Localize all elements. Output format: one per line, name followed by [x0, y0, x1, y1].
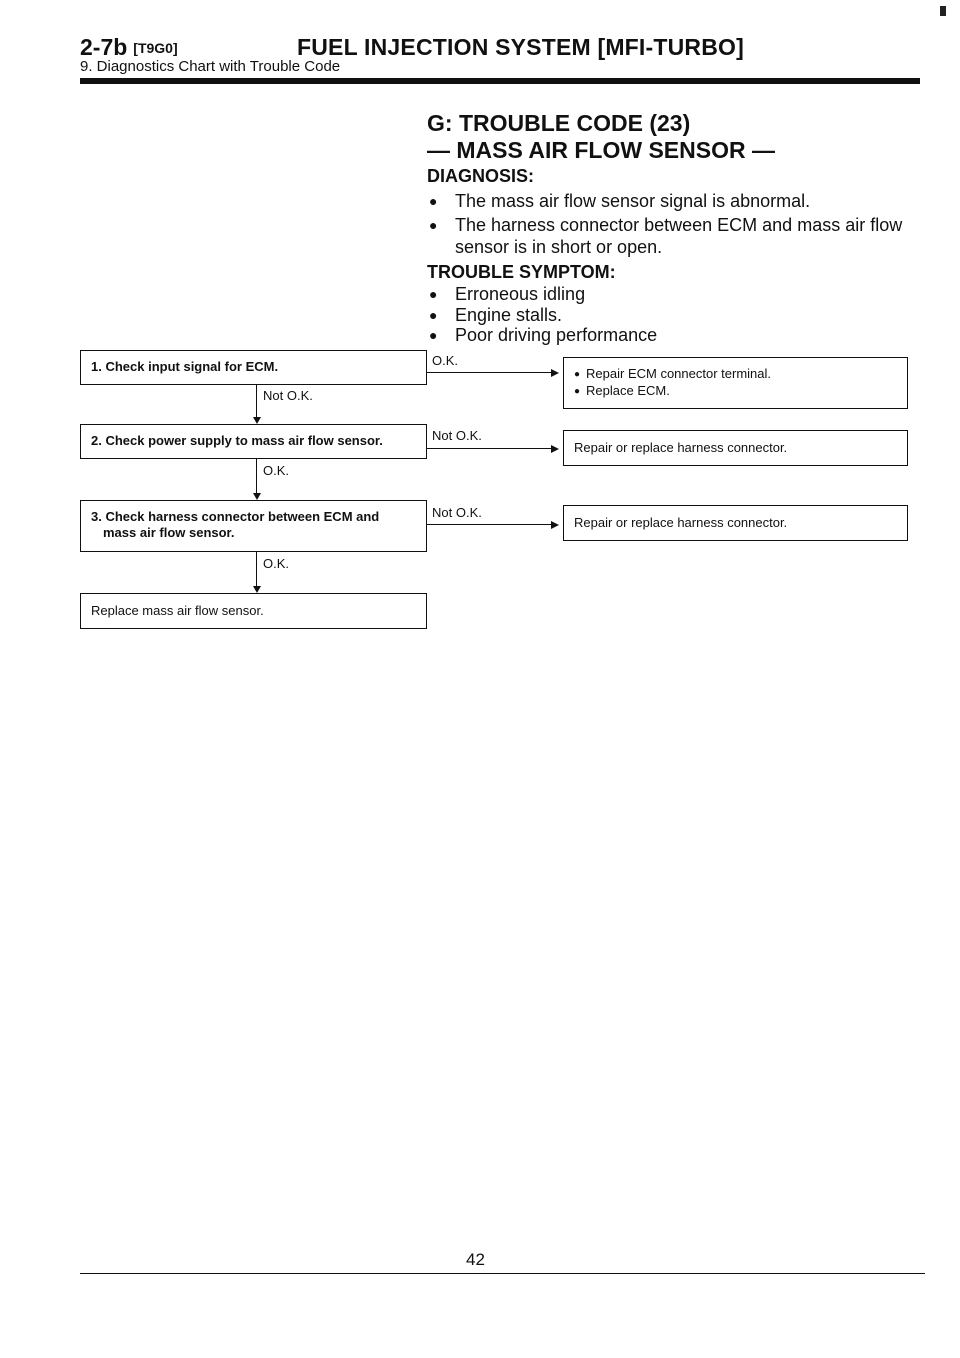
arrow-down-icon — [253, 417, 261, 424]
step1-ok-action-box — [563, 357, 908, 409]
arrow-right-icon — [551, 369, 559, 377]
trouble-code-title-line2: — MASS AIR FLOW SENSOR — — [427, 137, 775, 163]
step2-ng-line — [427, 448, 552, 449]
section-code — [80, 34, 178, 61]
step3-ng-action-box — [563, 505, 908, 541]
step2-ng-action-box — [563, 430, 908, 466]
symptom-item: ● Engine stalls. — [427, 304, 562, 326]
page-subtitle: 9. Diagnostics Chart with Trouble Code — [80, 58, 341, 75]
step3-label-line1: 3. Check harness connector between ECM and — [91, 509, 380, 524]
trouble-code-title-line1: G: TROUBLE CODE (23) — [427, 110, 691, 136]
step3-ok-label: O.K. — [263, 556, 290, 571]
step1-ok-label: O.K. — [432, 353, 459, 368]
page-number: 42 — [466, 1250, 485, 1269]
step1-ok-action-item: ● Replace ECM. — [574, 383, 897, 400]
header-rule — [80, 78, 920, 84]
page-title: FUEL INJECTION SYSTEM [MFI-TURBO] — [297, 34, 745, 60]
diagnosis-item: ● The mass air flow sensor signal is abnormal. — [427, 190, 810, 212]
section-code-number: 2-7b — [80, 34, 128, 60]
symptom-heading: TROUBLE SYMPTOM: — [427, 262, 616, 282]
step1-ng-line — [256, 385, 257, 419]
step3-box — [80, 500, 427, 552]
final-action-box — [80, 593, 427, 629]
step1-ok-line — [427, 372, 552, 373]
section-ref: [T9G0] — [133, 40, 178, 56]
step2-box — [80, 424, 427, 459]
step2-ng-action: Repair or replace harness connector. — [574, 440, 788, 455]
step1-ok-action-item: ● Repair ECM connector terminal. — [574, 366, 897, 383]
step1-ng-label: Not O.K. — [263, 388, 313, 403]
scan-mark — [940, 6, 946, 16]
final-action: Replace mass air flow sensor. — [91, 603, 264, 618]
step1-box — [80, 350, 427, 385]
diagnosis-heading: DIAGNOSIS: — [427, 166, 535, 186]
step3-label-line2: mass air flow sensor. — [103, 525, 235, 540]
step3-ok-line — [256, 552, 257, 588]
step2-ok-line — [256, 459, 257, 495]
step2-label: 2. Check power supply to mass air flow sensor. — [91, 433, 383, 448]
step3-ng-label: Not O.K. — [432, 505, 482, 520]
step1-label: 1. Check input signal for ECM. — [91, 359, 279, 374]
arrow-right-icon — [551, 521, 559, 529]
arrow-down-icon — [253, 586, 261, 593]
trouble-code-title — [427, 110, 775, 164]
arrow-down-icon — [253, 493, 261, 500]
symptom-item: ● Poor driving performance — [427, 324, 657, 346]
footer-rule — [80, 1273, 925, 1274]
step3-ng-action: Repair or replace harness connector. — [574, 515, 788, 530]
arrow-right-icon — [551, 445, 559, 453]
symptom-item: ● Erroneous idling — [427, 283, 585, 305]
diagnosis-item-cont: sensor is in short or open. — [455, 237, 663, 257]
diagnosis-item: ● The harness connector between ECM and mass air flow — [427, 214, 902, 236]
step2-ng-label: Not O.K. — [432, 428, 482, 443]
step2-ok-label: O.K. — [263, 463, 290, 478]
step3-ng-line — [427, 524, 552, 525]
